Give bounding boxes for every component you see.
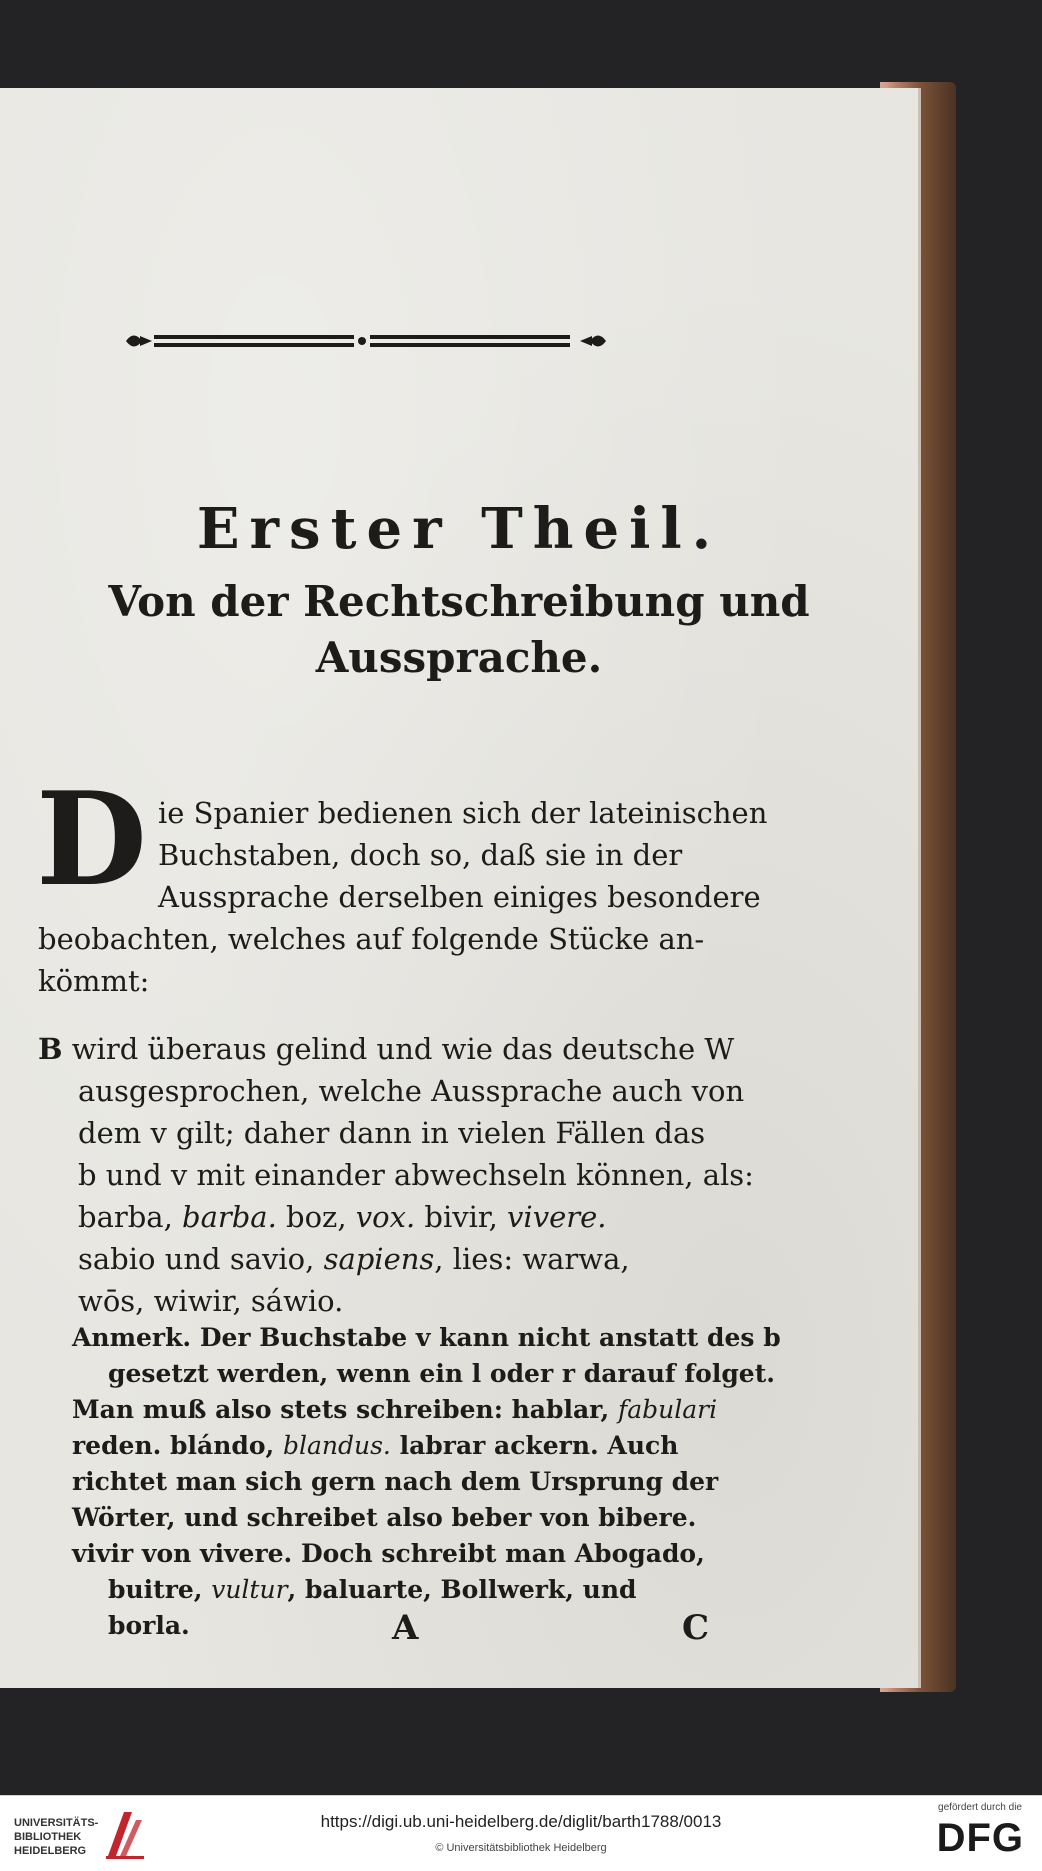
dfg-logo[interactable]: DFG — [936, 1816, 1024, 1860]
entry-line — [38, 1028, 735, 1070]
note-line — [72, 1572, 712, 1608]
annotation-note — [72, 1320, 781, 1644]
paragraph-line: Buchstaben, doch so, daß sie in der — [158, 838, 683, 872]
note-text: buitre, — [108, 1575, 203, 1604]
entry-text: wird überaus gelind und wie das deutsche W — [71, 1032, 735, 1066]
latin-word: vivere. — [507, 1200, 607, 1234]
library-name-line: BIBLIOTHEK — [14, 1831, 82, 1843]
note-line: Anmerk. Der Buchstabe v kann nicht anstatt des b — [72, 1323, 781, 1352]
spanish-word: sabio und savio, — [78, 1242, 315, 1276]
entry-line: b und v mit einander abwechseln können, als: — [78, 1158, 754, 1192]
book-page — [0, 88, 921, 1688]
latin-word: barba. — [182, 1200, 277, 1234]
letter-b-entry — [38, 1028, 754, 1322]
entry-lead-letter: B — [38, 1032, 63, 1066]
ornamental-rule — [120, 326, 612, 356]
note-line — [72, 1428, 712, 1464]
entry-text: , lies: warwa, — [434, 1242, 630, 1276]
signature-mark: A — [392, 1608, 419, 1648]
note-line: vivir von vivere. Doch schreibt man Abogado, — [72, 1539, 705, 1568]
funder-note: gefördert durch die — [938, 1802, 1022, 1813]
note-line: richtet man sich gern nach dem Ursprung der — [72, 1467, 719, 1496]
spanish-word: bivir, — [424, 1200, 498, 1234]
note-text: , baluarte, Bollwerk, und — [287, 1575, 637, 1604]
paragraph-line: beobachten, welches auf folgende Stücke an- — [38, 922, 705, 956]
entry-line: dem v gilt; daher dann in vielen Fällen das — [78, 1116, 706, 1150]
drop-cap: D — [36, 765, 147, 915]
spanish-word: barba, — [78, 1200, 173, 1234]
subheading-line-1: Von der Rechtschreibung und — [108, 577, 810, 626]
note-text: reden. blándo, — [72, 1431, 275, 1460]
note-line: borla. — [108, 1611, 190, 1640]
chapter-heading: Erster Theil. — [196, 496, 722, 562]
latin-word: fabulari — [617, 1395, 718, 1424]
paragraph-line: kömmt: — [38, 964, 150, 998]
note-line — [72, 1392, 718, 1428]
paragraph-line: Aussprache derselben einiges besondere — [158, 880, 761, 914]
catchword: C — [682, 1608, 710, 1648]
spanish-word: boz, — [286, 1200, 347, 1234]
note-text: Man muß also stets schreiben: hablar, — [72, 1395, 610, 1424]
latin-word: vox. — [355, 1200, 416, 1234]
intro-paragraph — [38, 792, 768, 1002]
paragraph-line: ie Spanier bedienen sich der lateinischen — [158, 796, 768, 830]
copyright-notice: © Universitätsbibliothek Heidelberg — [435, 1842, 607, 1854]
library-name-line: UNIVERSITÄTS- — [14, 1817, 99, 1829]
subheading-line-2: Aussprache. — [315, 633, 603, 682]
entry-line: ausgesprochen, welche Aussprache auch von — [78, 1074, 745, 1108]
entry-line — [38, 1196, 708, 1238]
note-text: labrar ackern. Auch — [399, 1431, 679, 1460]
entry-line — [38, 1238, 708, 1280]
latin-word: sapiens — [323, 1242, 435, 1276]
permalink-url[interactable]: https://digi.ub.uni-heidelberg.de/diglit/barth1788/0013 — [320, 1812, 722, 1831]
entry-line: wōs, wiwir, sáwio. — [78, 1284, 344, 1318]
viewer-footer — [0, 1795, 1042, 1871]
note-line: gesetzt werden, wenn ein l oder r darauf folget. — [108, 1359, 775, 1388]
note-line: Wörter, und schreibet also beber von bibere. — [72, 1503, 697, 1532]
latin-word: vultur — [211, 1575, 288, 1604]
chapter-subheading — [0, 574, 918, 686]
library-name-line: HEIDELBERG — [14, 1845, 87, 1857]
latin-word: blandus. — [282, 1431, 391, 1460]
